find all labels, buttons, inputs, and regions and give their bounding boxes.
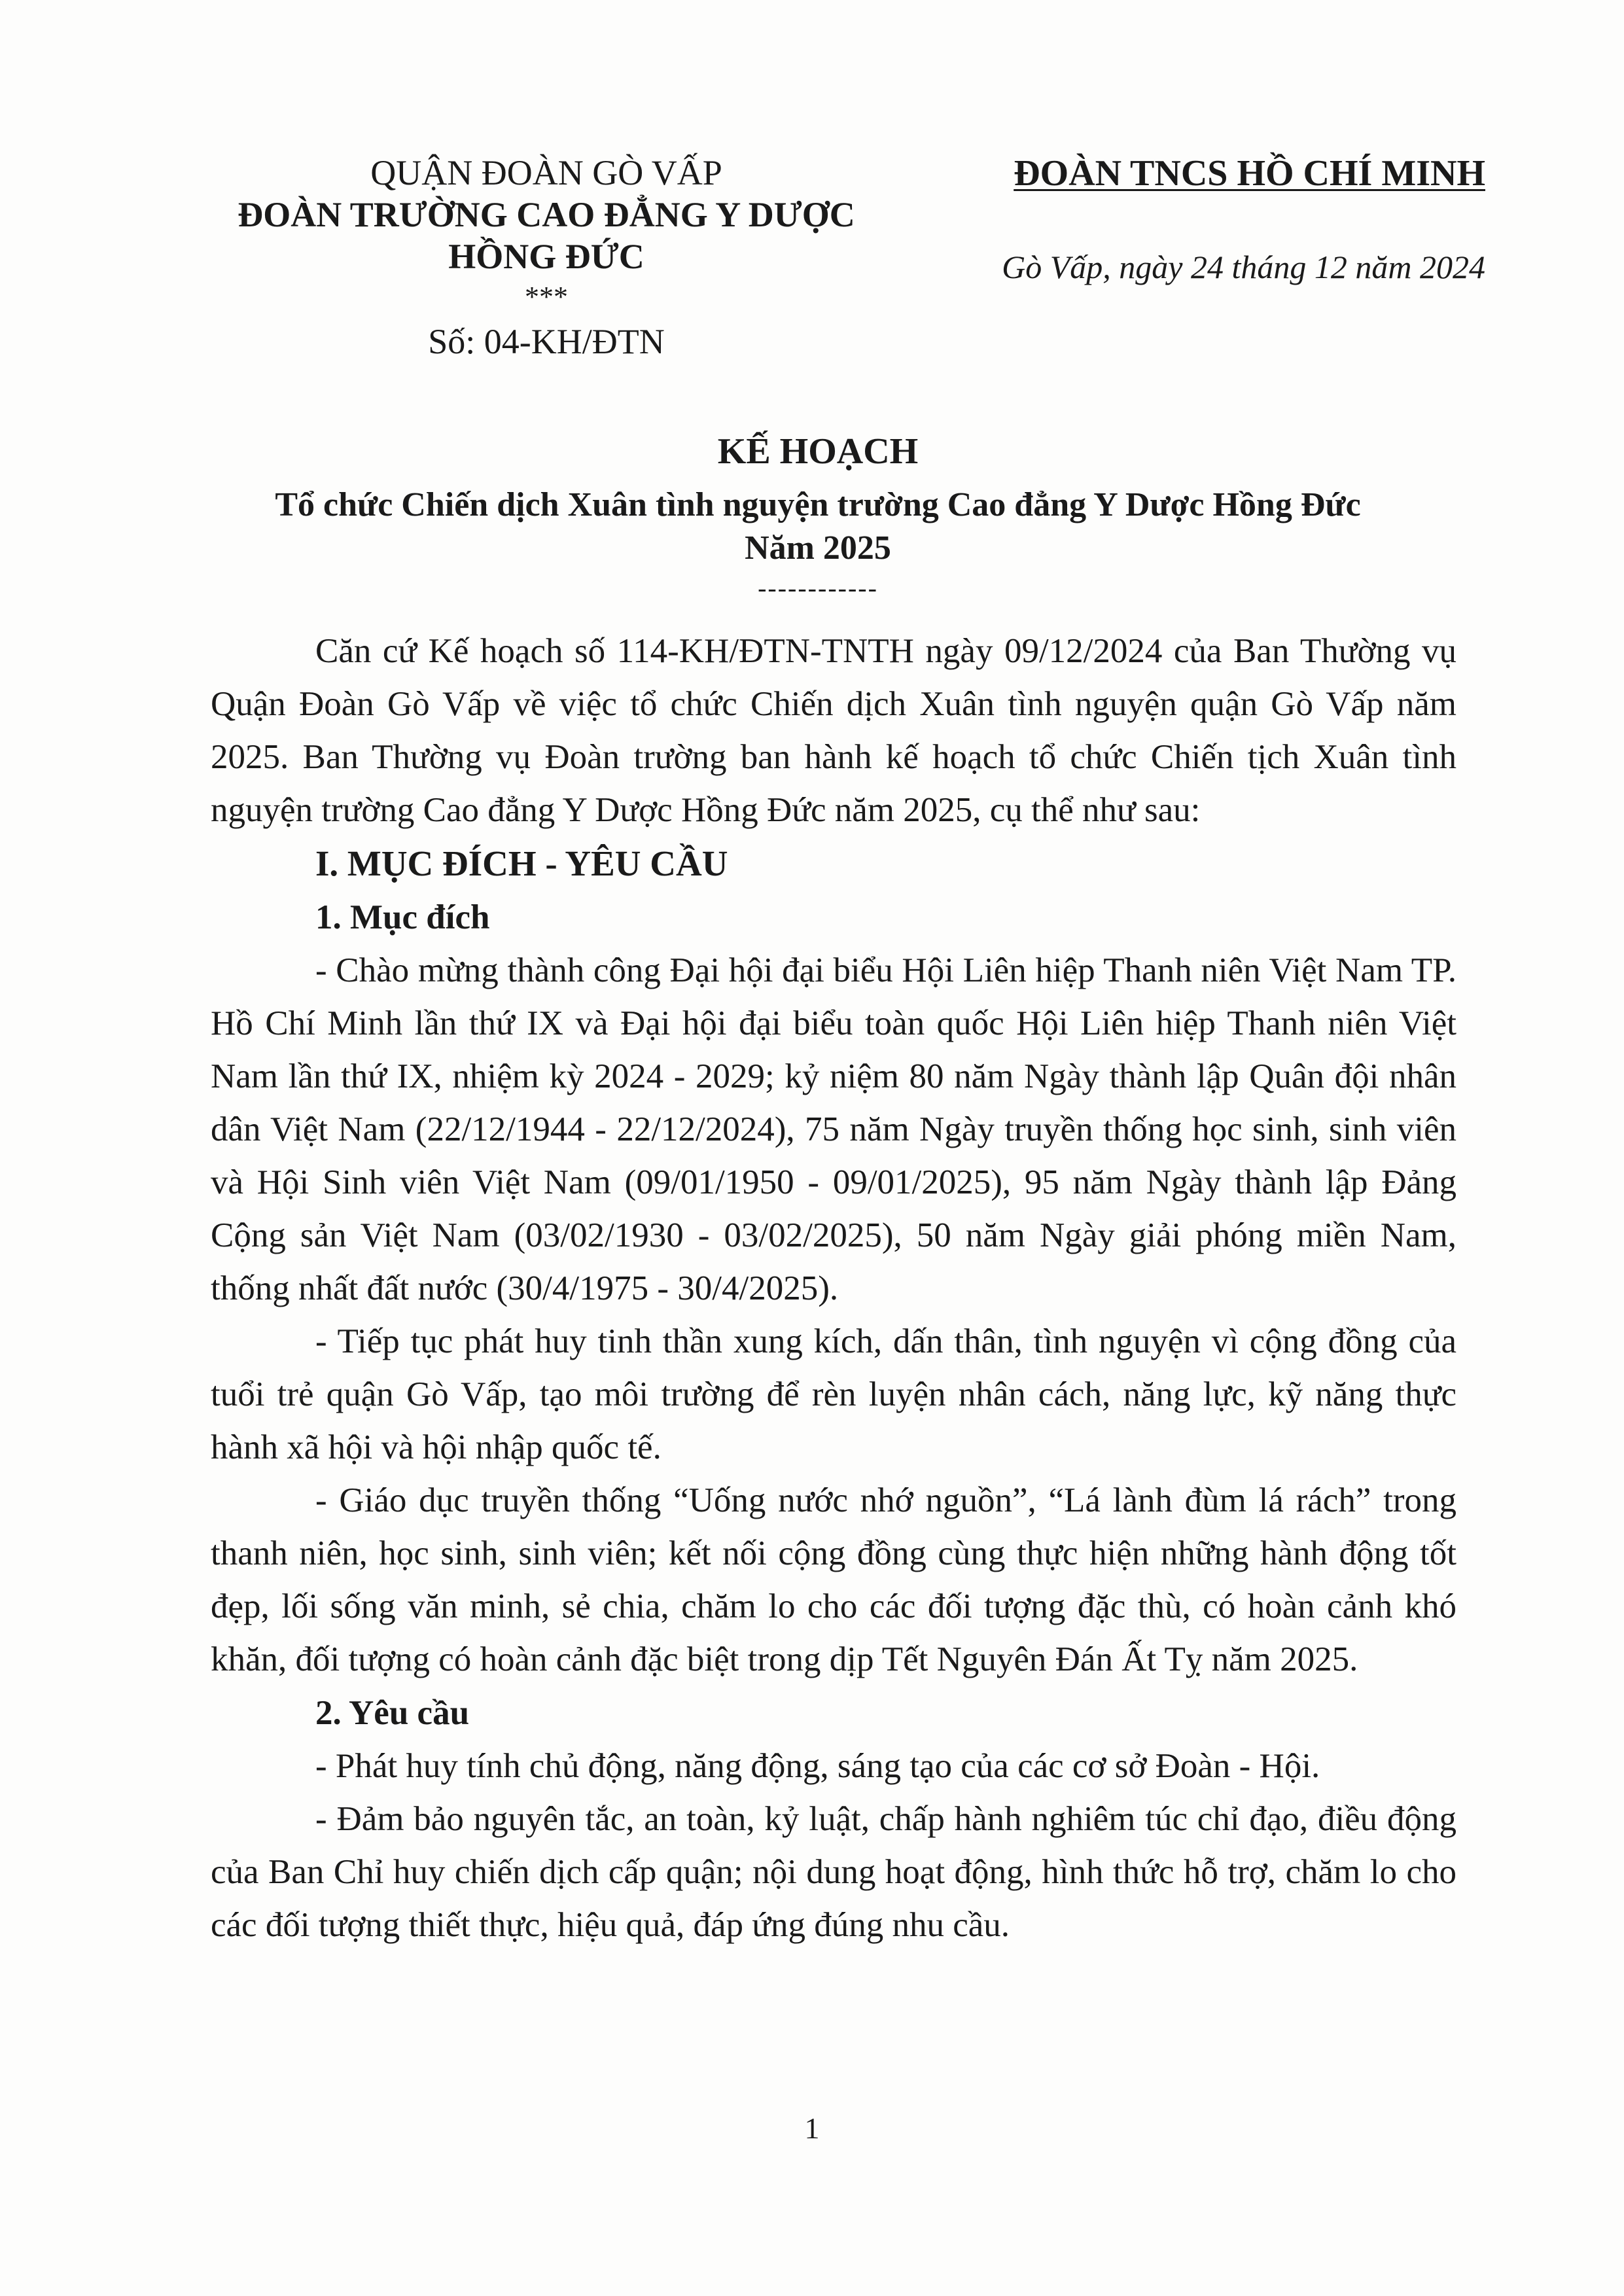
issuing-authority-block (222, 152, 870, 362)
requirement-paragraph-1: - Phát huy tính chủ động, năng động, sáng tạo của các cơ sở Đoàn - Hội. (315, 1747, 1320, 1785)
parent-organization: QUẬN ĐOÀN GÒ VẤP (370, 153, 722, 192)
section-heading: I. MỤC ĐÍCH - YÊU CẦU (315, 843, 728, 883)
purpose-paragraph-2: - Tiếp tục phát huy tinh thần xung kích, dấn thân, tình nguyện vì cộng đồng của tuổi trẻ quận Gò Vấp, tạo môi trường để rèn luyện nhân cách, năng lực, kỹ năng thực hành xã hội và hội nhập quốc tế. (211, 1322, 1456, 1466)
intro-paragraph: Căn cứ Kế hoạch số 114-KH/ĐTN-TNTH ngày 09/12/2024 của Ban Thường vụ Quận Đoàn Gò Vấp về việc tổ chức Chiến dịch Xuân tình nguyện quận Gò Vấp năm 2025. Ban Thường vụ Đoàn trường ban hành kế hoạch tổ chức Chiến tịch Xuân tình nguyện trường Cao đẳng Y Dược Hồng Đức năm 2025, cụ thể như sau: (211, 632, 1456, 829)
purpose-paragraph-1: - Chào mừng thành công Đại hội đại biểu Hội Liên hiệp Thanh niên Việt Nam TP. Hồ Chí Minh lần thứ IX và Đại hội đại biểu toàn quốc Hội Liên hiệp Thanh niên Việt Nam lần thứ IX, nhiệm kỳ 2024 - 2029; kỷ niệm 80 năm Ngày thành lập Quân đội nhân dân Việt Nam (22/12/1944 - 22/12/2024), 75 năm Ngày truyền thống học sinh, sinh viên và Hội Sinh viên Việt Nam (09/01/1950 - 09/01/2025), 95 năm Ngày thành lập Đảng Cộng sản Việt Nam (03/02/1930 - 03/02/2025), 50 năm Ngày giải phóng miền Nam, thống nhất đất nước (30/4/1975 - 30/4/2025). (211, 951, 1456, 1307)
document-type-title: KẾ HOẠCH (717, 431, 919, 472)
union-name: ĐOÀN TNCS HỒ CHÍ MINH (1014, 153, 1485, 194)
document-subject-line2: Năm 2025 (745, 529, 891, 567)
page-number: 1 (804, 2111, 820, 2145)
document-number: Số: 04-KH/ĐTN (428, 322, 665, 361)
place-and-date: Gò Vấp, ngày 24 tháng 12 năm 2024 (1002, 249, 1485, 285)
purpose-paragraph-3: - Giáo dục truyền thống “Uống nước nhớ nguồn”, “Lá lành đùm lá rách” trong thanh niên, học sinh, sinh viên; kết nối cộng đồng cùng thực hiện những hành động tốt đẹp, lối sống văn minh, sẻ chia, chăm lo cho các đối tượng đặc thù, có hoàn cảnh khó khăn, đối tượng có hoàn cảnh đặc biệt trong dịp Tết Nguyên Đán Ất Tỵ năm 2025. (211, 1481, 1456, 1678)
requirement-paragraph-2: - Đảm bảo nguyên tắc, an toàn, kỷ luật, chấp hành nghiêm túc chỉ đạo, điều động của Ban Chỉ huy chiến dịch cấp quận; nội dung hoạt động, hình thức hỗ trợ, chăm lo cho các đối tượng thiết thực, hiệu quả, đáp ứng đúng nhu cầu. (211, 1800, 1456, 1944)
document-body (211, 625, 1456, 1952)
motto-block (903, 152, 1485, 287)
document-title-block (131, 429, 1505, 601)
subsection-heading-requirements: 2. Yêu cầu (315, 1694, 470, 1732)
issuing-organization-line2: HỒNG ĐỨC (448, 237, 644, 276)
title-separator: ------------ (758, 573, 878, 603)
issuing-organization-line1: ĐOÀN TRƯỜNG CAO ĐẲNG Y DƯỢC (238, 195, 855, 234)
separator-stars: *** (525, 281, 568, 313)
document-subject-line1: Tổ chức Chiến dịch Xuân tình nguyện trường Cao đẳng Y Dược Hồng Đức (275, 486, 1361, 523)
subsection-heading-purpose: 1. Mục đích (315, 898, 490, 936)
